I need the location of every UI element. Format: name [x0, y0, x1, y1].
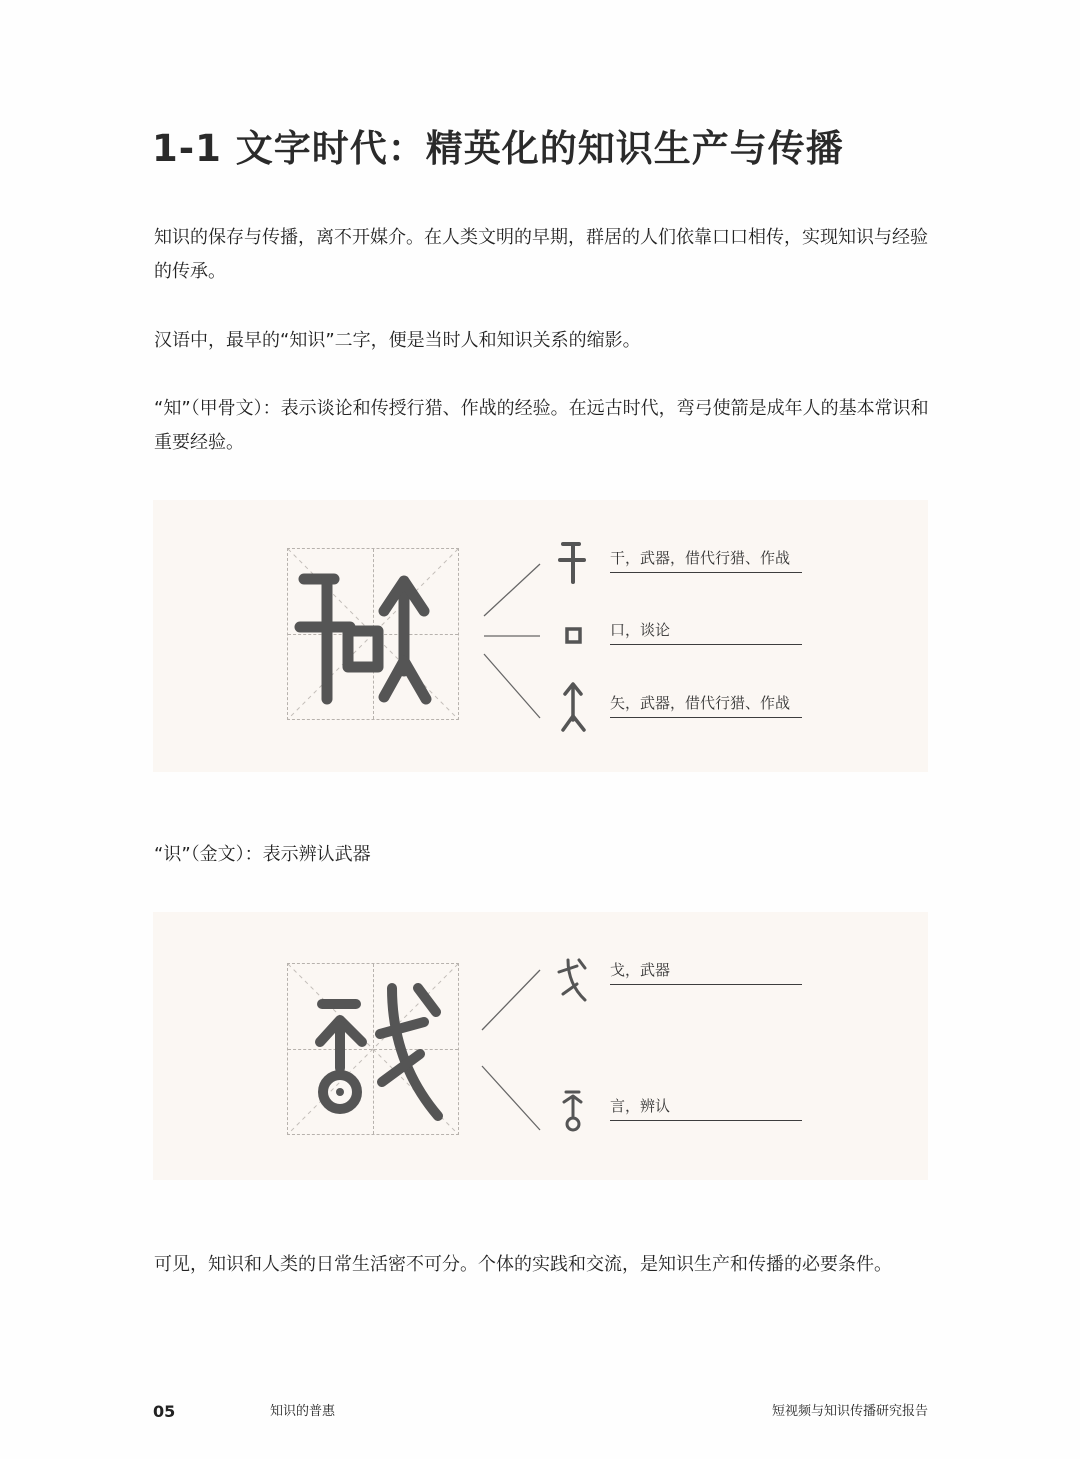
ge-component-icon: [555, 954, 591, 1004]
zhi-figure-panel: [153, 500, 928, 772]
zhi-connector-lines: [478, 560, 548, 720]
shi-arrow-component-label: 矢，武器，借代行猎、作战: [610, 691, 802, 718]
paragraph-conclusion: 可见，知识和人类的日常生活密不可分。个体的实践和交流，是知识生产和传播的必要条件。: [154, 1254, 892, 1275]
footer-section-name: 知识的普惠: [270, 1404, 336, 1419]
ge-component-label: 戈，武器: [610, 958, 802, 985]
yan-component-label: 言，辨认: [610, 1094, 802, 1121]
shi-figure-panel: [153, 912, 928, 1180]
gan-component-label: 干，武器，借代行猎、作战: [610, 546, 802, 573]
shi-arrow-component-icon: [557, 680, 589, 734]
gan-component-icon: [557, 536, 589, 588]
paragraph-shi-bronze: “识”（金文）：表示辨认武器: [154, 844, 371, 865]
section-title: 1-1 文字时代：精英化的知识生产与传播: [152, 127, 844, 170]
paragraph-zhi-oracle: “知”（甲骨文）：表示谈论和传授行猎、作战的经验。在远古时代，弯弓使箭是成年人的基本常识和重要经验。: [154, 398, 929, 453]
paragraph-intro: 知识的保存与传播，离不开媒介。在人类文明的早期，群居的人们依靠口口相传，实现知识与经验的传承。: [154, 227, 928, 282]
kou-component-label: 口，谈论: [610, 618, 802, 645]
shi-bronze-glyph: [288, 964, 458, 1134]
paragraph-zhishi: 汉语中，最早的“知识”二字，便是当时人和知识关系的缩影。: [154, 330, 641, 351]
shi-connector-lines: [478, 962, 548, 1137]
yan-component-icon: [559, 1086, 587, 1136]
footer-report-title: 短视频与知识传播研究报告: [771, 1404, 928, 1419]
zhi-oracle-glyph: [288, 549, 458, 719]
page-number: 05: [153, 1402, 176, 1421]
shi-character-grid: [287, 963, 459, 1135]
kou-component-icon: [563, 624, 585, 648]
zhi-character-grid: [287, 548, 459, 720]
